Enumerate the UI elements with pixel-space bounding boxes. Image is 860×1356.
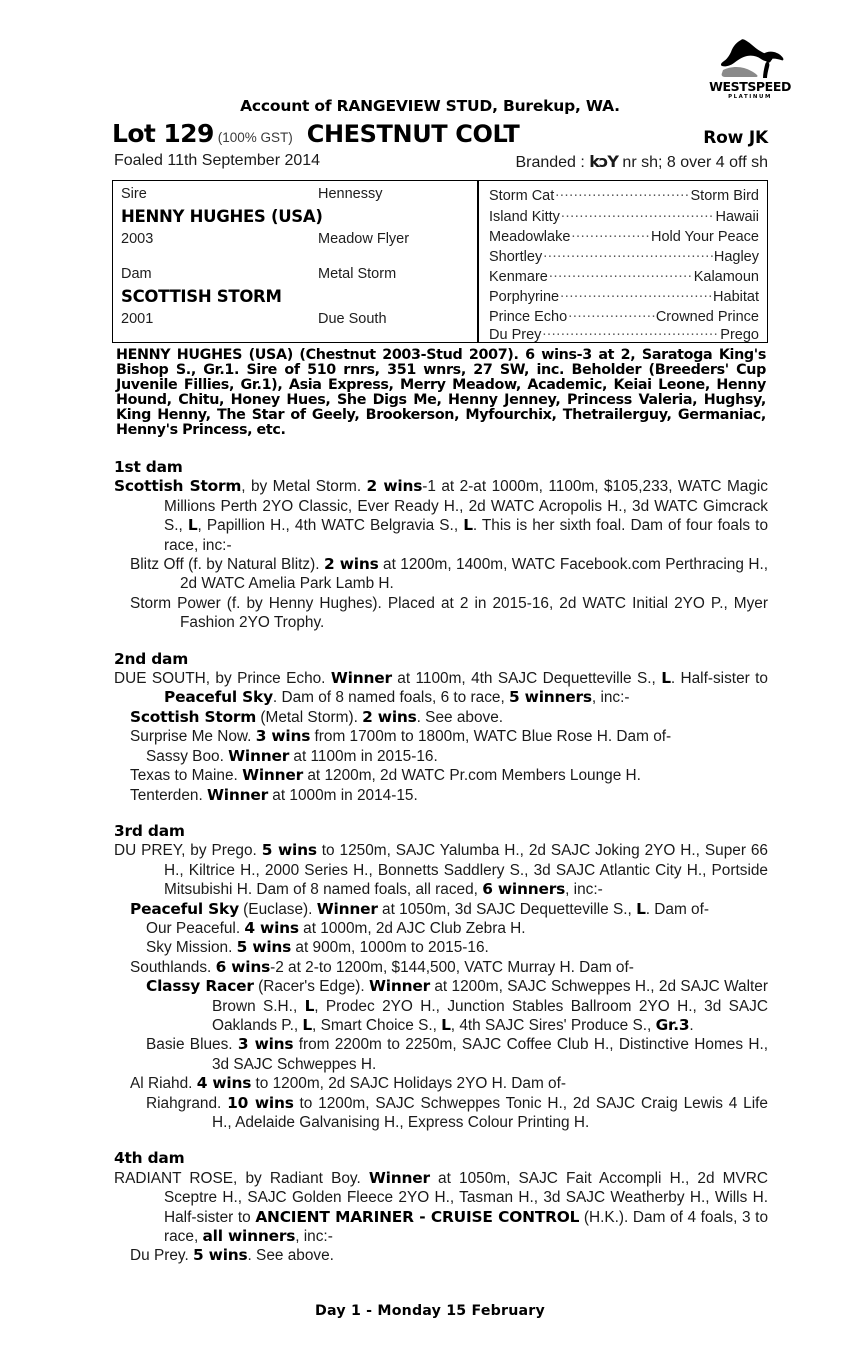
logo-subtext: PLATINUM <box>728 93 772 100</box>
lot-header-row <box>112 119 768 149</box>
pedigree-parent-name: Due South <box>318 311 387 327</box>
dot-leader <box>543 247 713 261</box>
pedigree-dam-name: Crowned Prince <box>655 309 759 325</box>
dam-heading: 4th dam <box>114 1149 185 1168</box>
pedigree-left-row <box>121 311 473 331</box>
pedigree-entry: Basie Blues. 3 wins from 2200m to 2250m, SAJC Coffee Club H., Distinctive Homes H., 3d SAJC Schweppes H. <box>146 1035 769 1073</box>
pedigree-sire-name: Shortley <box>489 249 543 265</box>
pedigree-left-row <box>121 287 473 307</box>
pedigree-entry: Al Riahd. 4 wins to 1200m, 2d SAJC Holidays 2YO H. Dam of- <box>130 1074 566 1093</box>
pedigree-entry: Surprise Me Now. 3 wins from 1700m to 1800m, WATC Blue Rose H. Dam of- <box>130 727 672 746</box>
pedigree-entry: Southlands. 6 wins-2 at 2-to 1200m, $144,500, VATC Murray H. Dam of- <box>130 957 634 976</box>
pedigree-label: Sire <box>121 186 147 202</box>
branded-info <box>515 152 768 172</box>
account-line: Account of RANGEVIEW STUD, Burekup, WA. <box>240 97 620 115</box>
pedigree-left-row <box>121 231 473 251</box>
brand-glyph: kɔY <box>589 152 618 171</box>
pedigree-sire-name: Prince Echo <box>489 309 568 325</box>
pedigree-entry: Sky Mission. 5 wins at 900m, 1000m to 2015-16. <box>146 938 489 957</box>
foaled-branded-row <box>114 152 768 172</box>
pedigree-entry: Riahgrand. 10 wins to 1200m, SAJC Schweppes Tonic H., 2d SAJC Craig Lewis 4 Life H., Adelaide Galvanising H., Express Colour Printing H. <box>146 1093 768 1131</box>
dam-heading: 1st dam <box>114 458 183 476</box>
dam-heading: 3rd dam <box>114 821 185 840</box>
pedigree-sire-name: Meadowlake <box>489 229 571 245</box>
pedigree-right-row <box>489 287 759 307</box>
logo-wordmark: WESTSPEED <box>709 79 791 94</box>
pedigree-parent-name: Meadow Flyer <box>318 231 410 247</box>
lot-description: CHESTNUT COLT <box>306 120 520 148</box>
dam-section <box>114 650 768 805</box>
pedigree-dam-name: Prego <box>720 327 759 343</box>
westspeed-platinum-logo <box>702 34 798 100</box>
pedigree-right-row <box>489 207 759 227</box>
pedigree-narrative <box>114 458 768 1266</box>
pedigree-entry: Du Prey. 5 wins. See above. <box>130 1246 334 1265</box>
pedigree-table <box>112 180 768 343</box>
pedigree-right-row <box>489 186 759 206</box>
pedigree-dam-name: Storm Bird <box>690 188 759 204</box>
foaled-date: Foaled 11th September 2014 <box>114 152 321 169</box>
pedigree-sire-name: Du Prey <box>489 327 542 343</box>
horse-and-rider-silhouette-icon <box>711 34 789 82</box>
pedigree-left-row <box>121 266 473 286</box>
pedigree-left-row <box>121 207 473 227</box>
pedigree-dam-name: Habitat <box>713 289 759 305</box>
sire-summary-paragraph: HENNY HUGHES (USA) (Chestnut 2003-Stud 2007). 6 wins-3 at 2, Saratoga King's Bishop S., Gr.1. Sire of 510 rnrs, 351 wnrs, 27 SW, inc. Beholder (Breeders' Cup Juvenile Fillies, Gr.1), Asia Express, Merry Meadow, Academic, Keiai Leone, Henny Hound, Chitu, Honey Hues, She Digs Me, Henny Jenney, Princess Valeria, Hughsy, King Henny, The Star of Geely, Brookerson, Myfourchix, Thetrailerguy, Germaniac, Henny's Princess, etc. <box>116 347 766 438</box>
pedigree-dam-name: Hagley <box>713 249 759 265</box>
dam-section <box>114 822 768 1133</box>
pedigree-entry: DU PREY, by Prego. 5 wins to 1250m, SAJC Yalumba H., 2d SAJC Joking 2YO H., Super 66 H., Kiltrice H., 2000 Series H., Bonnetts Saddlery S., 3d SAJC Atlantic City H., Portside Mitsubishi H. Dam of 8 named foals, all raced, 6 winners, inc:- <box>114 841 768 899</box>
pedigree-entry: Scottish Storm, by Metal Storm. 2 wins-1 at 2-at 1000m, 1100m, $105,233, WATC Magic Millions Perth 2YO Classic, Ever Ready H., 2d WATC Acropolis H., 3d WATC Gimcrack S., L, Papillion H., 4th WATC Belgravia S., L. This is her sixth foal. Dam of four foals to race, inc:- <box>114 477 769 554</box>
pedigree-right-row <box>489 227 759 247</box>
row-location: Row JK <box>703 128 768 148</box>
pedigree-parent-name: Hennessy <box>318 186 383 202</box>
pedigree-label: Dam <box>121 266 152 282</box>
pedigree-entry: Classy Racer (Racer's Edge). Winner at 1200m, SAJC Schweppes H., 2d SAJC Walter Brown S.H., L, Prodec 2YO H., Junction Stables Ballroom 2YO H., 3d SAJC Oaklands P., L, Smart Choice S., L, 4th SAJC Sires' Produce S., Gr.3. <box>146 977 768 1034</box>
pedigree-entry: Tenterden. Winner at 1000m in 2014-15. <box>130 785 418 804</box>
pedigree-dam-name: Hawaii <box>715 209 759 225</box>
pedigree-dam-name: Kalamoun <box>693 269 759 285</box>
pedigree-entry: Scottish Storm (Metal Storm). 2 wins. See above. <box>130 707 504 726</box>
dam-heading: 2nd dam <box>114 649 189 668</box>
pedigree-horse-name: SCOTTISH STORM <box>121 287 282 306</box>
pedigree-entry: RADIANT ROSE, by Radiant Boy. Winner at 1050m, SAJC Fait Accompli H., 2d MVRC Sceptre H., SAJC Golden Fleece 2YO H., Tasman H., 3d SAJC Weatherby H., Wills H. Half-sister to ANCIENT MARINER - CRUISE CONTROL (H.K.). Dam of 4 foals, 3 to race, all winners, inc:- <box>114 1168 768 1246</box>
dot-leader <box>555 186 689 200</box>
dot-leader <box>560 287 712 301</box>
pedigree-entry: Storm Power (f. by Henny Hughes). Placed at 2 in 2015-16, 2d WATC Initial 2YO P., Myer Fashion 2YO Trophy. <box>130 594 768 632</box>
gst-note: (100% GST) <box>217 130 293 145</box>
pedigree-right-row <box>489 267 759 287</box>
pedigree-parent-name: Metal Storm <box>318 266 397 282</box>
lot-number: Lot 129 <box>112 119 214 148</box>
pedigree-right-column <box>479 181 767 342</box>
pedigree-right-row <box>489 247 759 267</box>
pedigree-right-row <box>489 307 759 327</box>
dot-leader <box>568 307 655 321</box>
dot-leader <box>561 207 715 221</box>
pedigree-sire-name: Kenmare <box>489 269 548 285</box>
pedigree-entry: Texas to Maine. Winner at 1200m, 2d WATC Pr.com Members Lounge H. <box>130 766 641 785</box>
pedigree-entry: Our Peaceful. 4 wins at 1000m, 2d AJC Club Zebra H. <box>146 918 526 937</box>
pedigree-label: 2001 <box>121 311 154 327</box>
dot-leader <box>571 227 650 241</box>
dot-leader <box>549 267 693 281</box>
pedigree-entry: Blitz Off (f. by Natural Blitz). 2 wins at 1200m, 1400m, WATC Facebook.com Perthracing H., 2d WATC Amelia Park Lamb H. <box>130 555 769 593</box>
page-footer: Day 1 - Monday 15 February <box>315 1303 545 1319</box>
pedigree-dam-name: Hold Your Peace <box>650 229 759 245</box>
pedigree-entry: Sassy Boo. Winner at 1100m in 2015-16. <box>146 746 438 765</box>
pedigree-right-row <box>489 325 759 345</box>
pedigree-sire-name: Storm Cat <box>489 188 555 204</box>
dot-leader <box>542 325 719 339</box>
pedigree-horse-name: HENNY HUGHES (USA) <box>121 207 323 226</box>
branded-rest: nr sh; 8 over 4 off sh <box>617 154 768 171</box>
pedigree-entry: Peaceful Sky (Euclase). Winner at 1050m, 3d SAJC Dequetteville S., L. Dam of- <box>130 899 710 918</box>
pedigree-left-column <box>113 181 477 342</box>
pedigree-sire-name: Porphyrine <box>489 289 560 305</box>
pedigree-label: 2003 <box>121 231 154 247</box>
branded-label: Branded : <box>515 154 590 171</box>
pedigree-sire-name: Island Kitty <box>489 209 560 225</box>
pedigree-left-row <box>121 186 473 206</box>
dam-section <box>114 458 768 633</box>
pedigree-entry: DUE SOUTH, by Prince Echo. Winner at 1100m, 4th SAJC Dequetteville S., L. Half-sister to Peaceful Sky. Dam of 8 named foals, 6 to race, 5 winners, inc:- <box>114 669 768 707</box>
dam-section <box>114 1149 768 1265</box>
